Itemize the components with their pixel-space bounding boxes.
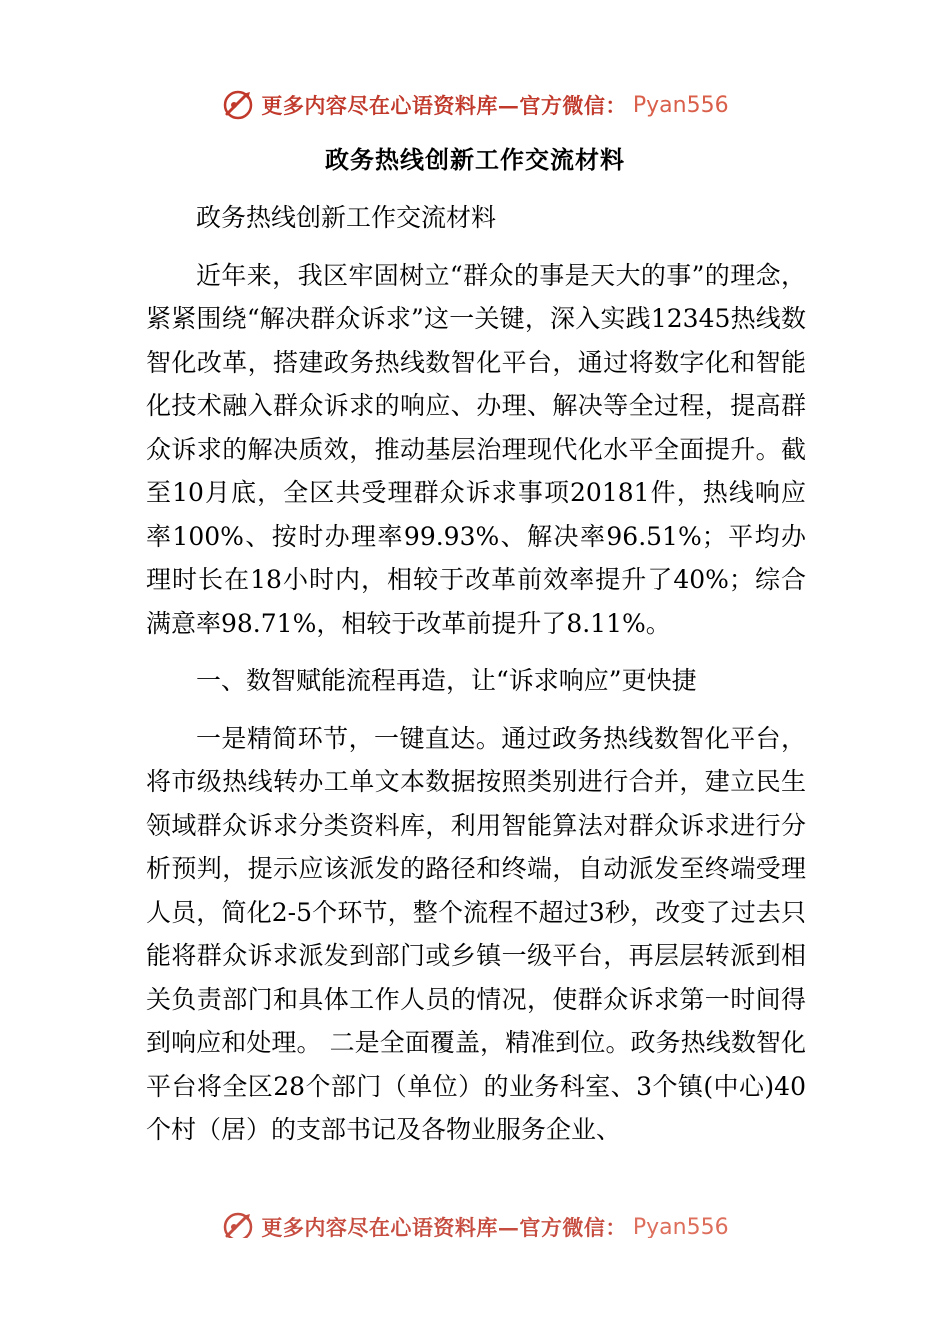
watermark-text: 更多内容尽在心语资料库—官方微信： (261, 1215, 627, 1238)
paragraph: 一是精简环节，一键直达。通过政务热线数智化平台，将市级热线转办工单文本数据按照类别进行合并，建立民生领域群众诉求分类资料库，利用智能算法对群众诉求进行分析预判，提示应该派发的路径和终端，自动派发至终端受理人员，简化2-5个环节，整个流程不超过3秒，改变了过去只能将群众诉求派发到部门或乡镇一级平台，再层层转派到相关负责部门和具体工作人员的情况，使群众诉求第一时间得到响应和处理。 二是全面覆盖，精准到位。政务热线数智化平台将全区28个部门（单位）的业务科室、3个镇(中心)40个村（居）的支部书记及各物业服务企业、 (146, 723, 806, 1144)
watermark-logo-icon (221, 1210, 255, 1238)
section-heading: 一、数智赋能流程再造，让“诉求响应”更快捷 (196, 666, 697, 695)
watermark-logo-icon (221, 88, 255, 122)
watermark-header (0, 86, 950, 124)
watermark-handle: Pyan556 (632, 1214, 729, 1238)
watermark-text: 更多内容尽在心语资料库—官方微信： (261, 93, 627, 118)
document-body (146, 196, 806, 1166)
watermark-footer (0, 1208, 950, 1238)
paragraph: 政务热线创新工作交流材料 (196, 203, 497, 232)
paragraph: 近年来，我区牢固树立“群众的事是天大的事”的理念，紧紧围绕“解决群众诉求”这一关键，深入实践12345热线数智化改革，搭建政务热线数智化平台，通过将数字化和智能化技术融入群众诉求的响应、办理、解决等全过程，提高群众诉求的解决质效，推动基层治理现代化水平全面提升。截至10月底，全区共受理群众诉求事项20181件，热线响应率100%、按时办理率99.93%、解决率96.51%；平均办理时长在18小时内，相较于改革前效率提升了40%；综合满意率98.71%，相较于改革前提升了8.11%。 (146, 260, 806, 638)
watermark-handle: Pyan556 (632, 92, 729, 118)
document-title: 政务热线创新工作交流材料 (325, 146, 625, 174)
